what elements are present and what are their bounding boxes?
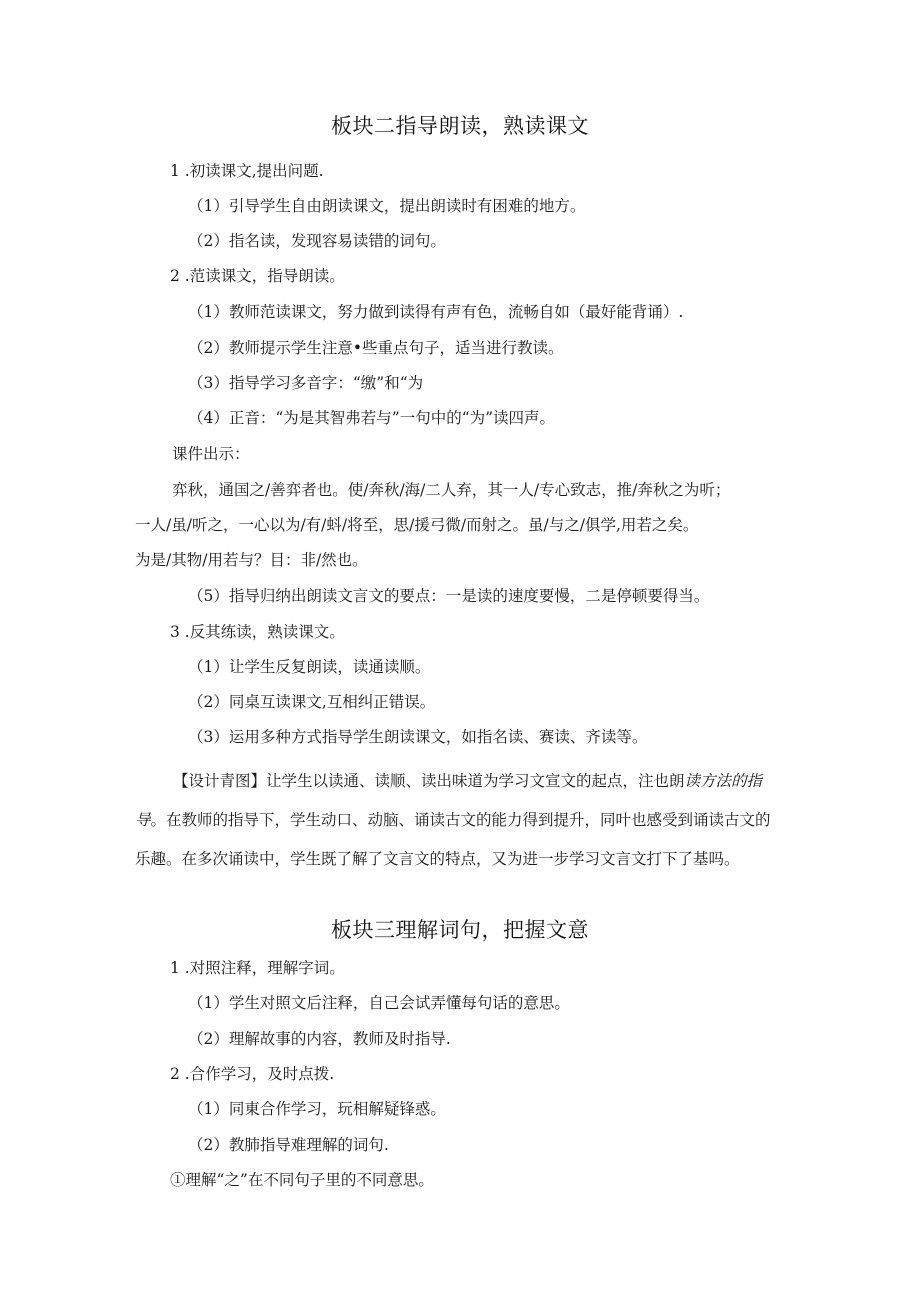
s3-step-2-subitem: ①理解“之”在不同句子里的不同意思。 [170,1171,434,1189]
step-3-item-2: （2）同桌互读课文,互相纠正错误。 [188,693,436,711]
courseware-label: 课件出示： [172,445,250,463]
step-1-item-1: （1）引导学生自由朗读课文，提出朗读时有困难的地方。 [188,197,586,215]
s3-step-1-heading: 1 .对照注释，理解字词。 [170,959,345,977]
step-3-heading: 3 .反其练读，熟读课文。 [170,623,345,641]
courseware-line-3: 为是/其物/用若与？目：非/然也。 [135,551,368,569]
design-intent-paragraph [135,762,785,879]
section3-title: 板块三理解词句，把握文意 [331,918,589,942]
step-2-item-4: （4）正音：“为是其智弗若与”一句中的“为”读四声。 [188,409,556,427]
step-1-heading: 1 .初读课文,提出问题. [170,162,324,180]
step-2-item-5: （5）指导归纳出朗读文言文的要点：一是读的速度要慢，二是停顿要得当。 [188,587,710,605]
design-intent-italic: 读方法的指导 [135,772,763,829]
s3-step-1-item-2: （2）理解故事的内容，教师及时指导. [188,1030,451,1048]
step-3-item-3: （3）运用多种方式指导学生朗读课文，如指名读、赛读、齐读等。 [188,728,648,746]
design-intent-rest: 。在教师的指导下，学生动口、动脑、诵读古文的能力得到提升，同叶也感受到诵读古文的乐趣。在多次诵读中，学生既了解了文言文的特点，又为进一步学习文言文打下了基吗。 [135,811,771,868]
section2-title: 板块二指导朗读，熟读课文 [331,114,589,138]
step-3-item-1: （1）让学生反复朗读，读通读顺。 [188,658,431,676]
step-2-item-2: （2）教师提示学生注意•些重点句子，适当进行教读。 [188,339,564,357]
courseware-line-2: 一人/虽/听之，一心以为/有/蚪/将至，思/援弓微/而射之。虽/与之/俱学,用若之矣。 [135,516,699,534]
courseware-line-1: 弈秋，通国之/善弈者也。使/奔秋/海/二人弃，其一人/专心致志，推/奔秋之为听； [172,481,731,499]
s3-step-2-item-1: （1）同東合作学习，玩相解疑锋惑。 [188,1100,446,1118]
s3-step-2-item-2: （2）教肺指导难理解的词句. [188,1136,389,1154]
s3-step-2-heading: 2 .合作学习，及时点拨. [170,1065,335,1083]
step-1-item-2: （2）指名读，发现容易读错的词句。 [188,232,446,250]
step-2-item-1: （1）教师范读课文，努力做到读得有声有色，流畅自如（最好能背诵）. [188,303,684,321]
step-2-heading: 2 .范读课文，指导朗读。 [170,267,345,285]
design-intent-prefix: 【设计青图】让学生以读通、读顺、读出味道为学习文宣文的起点，注也朗 [173,772,685,790]
step-2-item-3: （3）指导学习多音字：“缴”和“为 [188,374,424,392]
s3-step-1-item-1: （1）学生对照文后注释，自己会试弄懂每句话的意思。 [188,994,570,1012]
